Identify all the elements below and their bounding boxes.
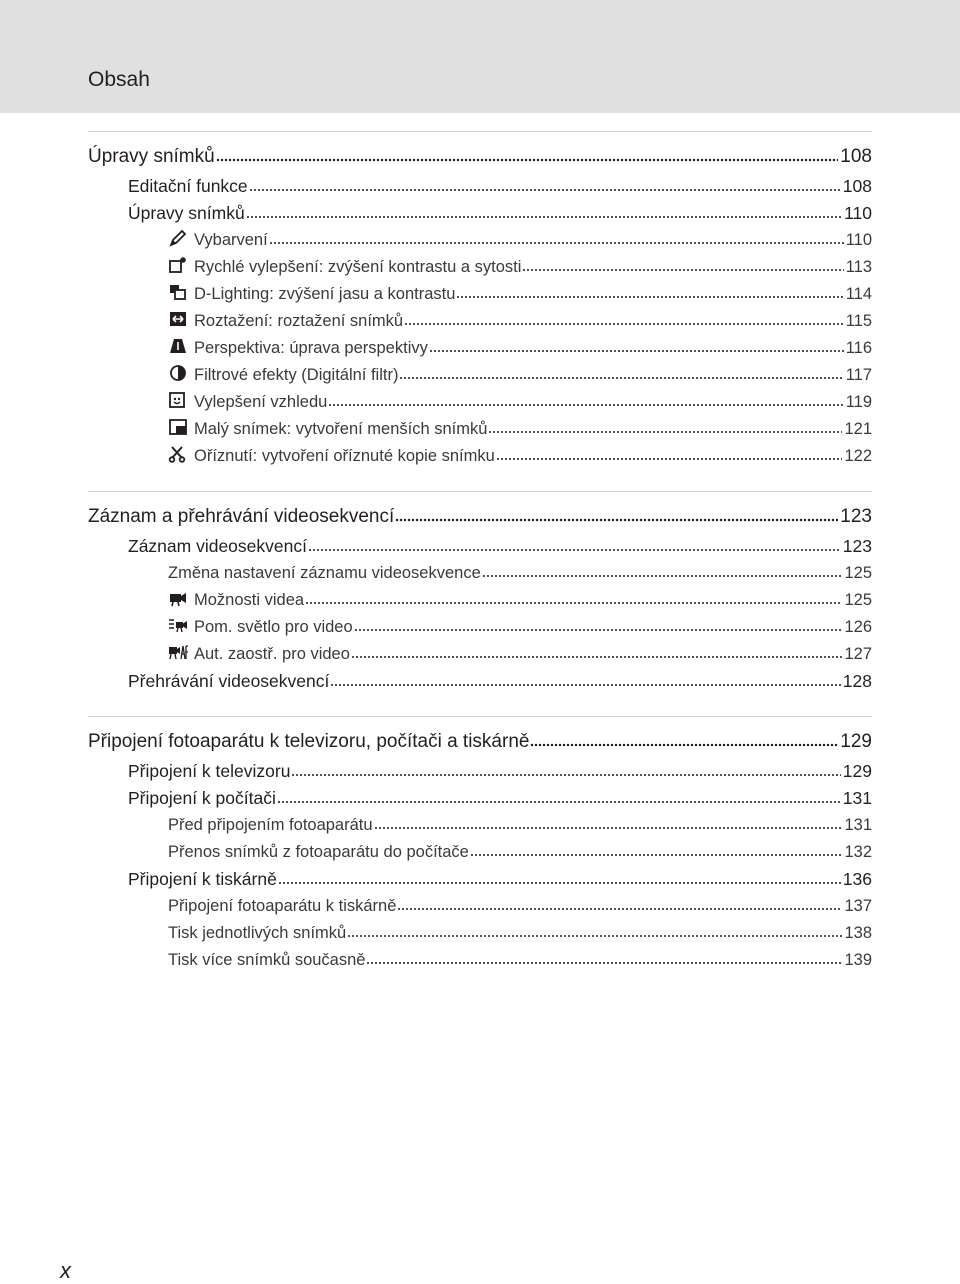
dot-leader <box>330 670 840 688</box>
toc-subentry[interactable] <box>88 587 872 614</box>
dot-leader <box>328 391 843 408</box>
toc-entry-label: Záznam videosekvencí <box>128 536 307 556</box>
toc-entry-title <box>128 668 329 695</box>
toc-entry-title <box>168 389 327 416</box>
toc-page-number: 139 <box>844 951 872 969</box>
toc-entry-label: Filtrové efekty (Digitální filtr) <box>194 366 399 384</box>
toc-page-number: 131 <box>844 816 872 834</box>
toc-entry-label: Změna nastavení záznamu videosekvence <box>168 564 481 582</box>
toc-entry-title <box>88 142 215 171</box>
dot-leader <box>488 418 842 435</box>
toc-entry[interactable] <box>88 173 872 200</box>
toc-page-number: 131 <box>842 788 872 808</box>
toc-page-number: 119 <box>845 393 872 411</box>
toc-subentry[interactable] <box>88 443 872 470</box>
toc-subentry[interactable] <box>88 254 872 281</box>
dot-leader <box>351 643 843 660</box>
toc-entry-label: Malý snímek: vytvoření menších snímků <box>194 420 488 438</box>
toc-entry-title <box>168 587 304 614</box>
perspective-icon <box>168 337 188 355</box>
toc-page-number: 116 <box>845 339 872 357</box>
quick-retouch-icon <box>168 256 188 274</box>
dot-leader <box>354 616 843 633</box>
dot-leader <box>278 868 841 886</box>
toc-entry-label: Perspektiva: úprava perspektivy <box>194 339 428 357</box>
toc-section <box>88 716 872 974</box>
toc-entry-label: Záznam a přehrávání videosekvencí <box>88 506 395 527</box>
toc-section <box>88 131 872 470</box>
movie-camera-icon <box>168 589 188 607</box>
toc-entry-label: Úpravy snímků <box>128 203 245 223</box>
d-lighting-icon <box>168 283 188 301</box>
toc-entry-title <box>128 866 277 893</box>
toc-entry-title <box>128 173 248 200</box>
toc-entry[interactable] <box>88 785 872 812</box>
toc-subentry[interactable] <box>88 920 872 947</box>
toc-subentry[interactable] <box>88 281 872 308</box>
toc-page-number: 129 <box>842 761 872 781</box>
toc-entry[interactable] <box>88 200 872 227</box>
toc-entry-label: Přehrávání videosekvencí <box>128 671 330 691</box>
toc-subentry[interactable] <box>88 227 872 254</box>
toc-page-number: 110 <box>844 203 872 223</box>
toc-subentry[interactable] <box>88 839 872 866</box>
toc-page-number: 127 <box>844 645 872 663</box>
page-folio: x <box>60 1258 71 1283</box>
toc-entry-title <box>168 227 268 254</box>
toc-entry-label: Připojení k tiskárně <box>128 869 277 889</box>
toc-entry-title <box>168 947 365 974</box>
filter-effects-icon <box>168 364 188 382</box>
toc-subentry[interactable] <box>88 335 872 362</box>
toc-entry-title <box>128 533 307 560</box>
toc-page-number: 136 <box>842 869 872 889</box>
dot-leader <box>277 787 841 805</box>
toc-page-number: 108 <box>842 176 872 196</box>
dot-leader <box>249 175 841 193</box>
page-title: Obsah <box>88 68 150 91</box>
dot-leader <box>456 283 843 300</box>
toc-page-number: 138 <box>844 924 872 942</box>
toc-entry[interactable] <box>88 668 872 695</box>
dot-leader <box>347 922 842 939</box>
toc-section-heading[interactable] <box>88 142 872 171</box>
toc-subentry[interactable] <box>88 416 872 443</box>
toc-entry-label: Tisk jednotlivých snímků <box>168 924 347 942</box>
glamour-retouch-icon <box>168 391 188 409</box>
toc-page-number: 125 <box>844 591 872 609</box>
toc-entry-label: Pom. světlo pro video <box>194 618 353 636</box>
toc-page-number: 129 <box>840 731 872 752</box>
toc-subentry[interactable] <box>88 389 872 416</box>
dot-leader <box>395 503 838 522</box>
toc-page-number: 126 <box>844 618 872 636</box>
dot-leader <box>496 445 843 462</box>
toc-section-heading[interactable] <box>88 502 872 531</box>
toc-entry-title <box>88 502 394 531</box>
toc-entry-title <box>168 614 353 641</box>
toc-entry-label: Před připojením fotoaparátu <box>168 816 373 834</box>
toc-entry-title <box>168 335 428 362</box>
toc-page-number: 110 <box>845 231 872 249</box>
toc-entry[interactable] <box>88 758 872 785</box>
toc-entry-title <box>168 812 373 839</box>
toc-page-number: 132 <box>844 843 872 861</box>
small-picture-icon <box>168 418 188 436</box>
toc-section <box>88 491 872 695</box>
toc-entry-label: Aut. zaostř. pro video <box>194 645 350 663</box>
dot-leader <box>482 562 843 579</box>
scissors-icon <box>168 445 188 463</box>
toc-entry-title <box>168 281 455 308</box>
toc-entry-label: Tisk více snímků současně <box>168 951 366 969</box>
toc-page-number: 113 <box>845 258 872 276</box>
toc-entry-label: Editační funkce <box>128 176 248 196</box>
toc-page-number: 123 <box>842 536 872 556</box>
dot-leader <box>399 364 843 381</box>
toc-entry-title <box>168 416 487 443</box>
dot-leader <box>246 202 842 220</box>
toc-page-number: 115 <box>845 312 872 330</box>
toc-entry-label: Vybarvení <box>194 231 268 249</box>
dot-leader <box>522 256 843 273</box>
toc-page-number: 114 <box>845 285 872 303</box>
toc-page-number: 123 <box>840 506 872 527</box>
header-band <box>0 0 960 113</box>
toc-entry-title <box>168 362 398 389</box>
toc-subentry[interactable] <box>88 947 872 974</box>
dot-leader <box>269 229 844 246</box>
toc-entry-title <box>168 893 396 920</box>
toc-section-heading[interactable] <box>88 727 872 756</box>
toc-entry-label: Připojení k počítači <box>128 788 276 808</box>
paint-brush-icon <box>168 229 188 247</box>
toc-entry-label: Připojení k televizoru <box>128 761 291 781</box>
toc-entry-label: Přenos snímků z fotoaparátu do počítače <box>168 843 469 861</box>
stretch-icon <box>168 310 188 328</box>
toc-entry-label: Připojení fotoaparátu k tiskárně <box>168 897 397 915</box>
toc-subentry[interactable] <box>88 362 872 389</box>
toc-entry-label: Rychlé vylepšení: zvýšení kontrastu a sytosti <box>194 258 522 276</box>
toc-entry-title <box>128 758 290 785</box>
toc-subentry[interactable] <box>88 641 872 668</box>
toc-entry-title <box>128 785 276 812</box>
toc-entry-label: Roztažení: roztažení snímků <box>194 312 404 330</box>
dot-leader <box>397 895 842 912</box>
dot-leader <box>366 949 842 966</box>
toc-entry-title <box>88 727 529 756</box>
movie-af-icon <box>168 643 188 661</box>
toc-page-number: 125 <box>844 564 872 582</box>
toc-subentry[interactable] <box>88 560 872 587</box>
toc-page-number: 121 <box>844 420 872 438</box>
table-of-contents <box>88 131 872 974</box>
dot-leader <box>530 728 838 747</box>
toc-page-number: 122 <box>844 447 872 465</box>
dot-leader <box>429 337 844 354</box>
toc-entry-title <box>168 920 346 947</box>
toc-entry-label: Možnosti videa <box>194 591 305 609</box>
toc-page-number: 117 <box>845 366 872 384</box>
dot-leader <box>216 143 839 162</box>
toc-entry-label: Vylepšení vzhledu <box>194 393 328 411</box>
dot-leader <box>291 760 840 778</box>
toc-entry-title <box>168 308 403 335</box>
toc-subentry[interactable] <box>88 308 872 335</box>
toc-subentry[interactable] <box>88 614 872 641</box>
dot-leader <box>470 841 843 858</box>
dot-leader <box>308 535 841 553</box>
toc-entry-title <box>168 839 469 866</box>
toc-entry-title <box>168 641 350 668</box>
toc-entry-title <box>168 560 481 587</box>
toc-entry-label: Připojení fotoaparátu k televizoru, počítači a tiskárně <box>88 731 530 752</box>
dot-leader <box>374 814 843 831</box>
dot-leader <box>404 310 844 327</box>
dot-leader <box>305 589 842 606</box>
toc-entry-label: Úpravy snímků <box>88 146 215 167</box>
toc-entry[interactable] <box>88 533 872 560</box>
toc-page-number: 108 <box>840 146 872 167</box>
movie-light-icon <box>168 616 188 634</box>
toc-entry-label: Oříznutí: vytvoření oříznuté kopie snímku <box>194 447 495 465</box>
toc-page-number: 128 <box>842 671 872 691</box>
toc-entry[interactable] <box>88 866 872 893</box>
toc-entry-title <box>168 254 521 281</box>
toc-entry-title <box>128 200 245 227</box>
toc-subentry[interactable] <box>88 812 872 839</box>
toc-entry-label: D-Lighting: zvýšení jasu a kontrastu <box>194 285 456 303</box>
toc-page-number: 137 <box>844 897 872 915</box>
toc-subentry[interactable] <box>88 893 872 920</box>
toc-entry-title <box>168 443 495 470</box>
